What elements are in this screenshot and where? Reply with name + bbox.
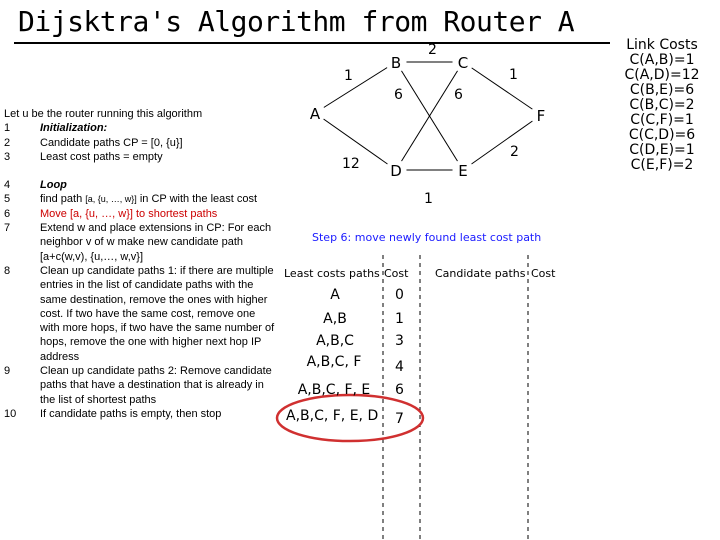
algorithm-line — [4, 178, 276, 192]
node-label: F — [536, 107, 546, 125]
node-label: A — [309, 105, 321, 123]
least-cost-cell: 3 — [395, 333, 404, 349]
node-label: D — [390, 162, 402, 180]
node-a — [305, 103, 325, 123]
link-cost-item: C(C,D)=6 — [628, 127, 696, 143]
least-path-cell: A,B — [323, 311, 347, 327]
page-title: Dijsktra's Algorithm from Router A — [18, 5, 575, 38]
line-number: 7 — [4, 222, 11, 235]
node-label: B — [390, 54, 402, 72]
link-cost-item: C(A,D)=12 — [624, 67, 700, 83]
edge-e-f — [463, 115, 541, 170]
least-cost-cell: 4 — [395, 359, 404, 375]
candidate-paths-header: Candidate paths — [435, 267, 526, 280]
node-label: C — [457, 54, 469, 72]
line-number: 4 — [4, 179, 11, 192]
step-label: Step 6: move newly found least cost path — [312, 231, 542, 244]
node-c — [453, 52, 473, 72]
line-number: 3 — [4, 150, 11, 163]
edge-a-b — [315, 62, 396, 113]
line-text-part: in CP with the least cost — [136, 193, 258, 206]
algorithm-pseudocode — [4, 107, 276, 421]
link-cost-item: C(B,C)=2 — [629, 97, 695, 113]
link-cost-item: C(A,B)=1 — [629, 52, 695, 68]
least-path-cell: A,B,C — [316, 333, 354, 349]
algorithm-line — [4, 364, 276, 407]
edge-label-c-d: 6 — [454, 87, 463, 103]
algorithm-line — [4, 407, 276, 421]
least-path-cell: A,B,C, F, E, D — [286, 408, 379, 424]
node-f — [531, 105, 551, 125]
algorithm-line — [4, 136, 276, 150]
least-cost-cell: 6 — [395, 382, 404, 398]
algorithm-line — [4, 150, 276, 164]
line-number: 2 — [4, 136, 11, 149]
algorithm-line-text-highlighted: Move [a, {u, …, w}] to shortest paths — [40, 207, 218, 220]
algorithm-line-text: Loop — [40, 179, 67, 192]
least-path-cell: A,B,C, F, E — [297, 382, 371, 398]
least-path-cell: A,B,C, F — [306, 354, 362, 370]
algorithm-line — [4, 121, 276, 135]
edge-label-a-d: 12 — [342, 156, 360, 172]
line-number: 10 — [4, 407, 17, 420]
edge-c-f — [463, 62, 541, 115]
line-number: 9 — [4, 365, 11, 378]
edge-label-d-e: 1 — [424, 191, 433, 207]
link-cost-item: C(D,E)=1 — [629, 142, 695, 158]
node-e — [453, 160, 473, 180]
algorithm-line — [4, 107, 276, 121]
algorithm-line-text: Extend w and place extensions in CP: For each neighbor v of w make new candidate path [a+c(w,v), {u,…, w,v}] — [40, 222, 272, 263]
least-cost-paths-header: Least costs paths — [284, 267, 380, 280]
line-number: 6 — [4, 207, 11, 220]
line-number: 5 — [4, 193, 11, 206]
least-cost-cell: 0 — [395, 287, 404, 303]
line-text-part: [a, {u, …, w}] — [85, 194, 137, 205]
algorithm-line-text: Initialization: — [40, 122, 108, 135]
algorithm-line-text: Least cost paths = empty — [40, 150, 163, 163]
algorithm-line — [4, 207, 276, 221]
algorithm-line-text — [32, 192, 276, 206]
candidate-cost-header: Cost — [531, 267, 556, 280]
algorithm-line-text: Candidate paths CP = [0, {u}] — [40, 136, 183, 149]
algorithm-line-text: If candidate paths is empty, then stop — [40, 407, 222, 420]
algorithm-line-text: Clean up candidate paths 2: Remove candidate paths that have a destination that is already in the list of shortest paths — [40, 365, 272, 406]
link-cost-item: C(E,F)=2 — [630, 157, 694, 173]
algorithm-line — [4, 221, 276, 264]
edge-label-c-f: 1 — [509, 67, 518, 83]
link-cost-item: C(B,E)=6 — [629, 82, 695, 98]
algorithm-line-text: Clean up candidate paths 1: if there are multiple entries in the list of candidate paths with the same destination, remove the ones with higher cost. If two have the same cost, remove one with more hops, if two have the same number of hops, remove the one with higher next hop IP address — [40, 264, 275, 363]
line-text-part: find path — [40, 193, 86, 206]
algorithm-line — [4, 264, 276, 364]
algorithm-line-text: Let u be the router running this algorithm — [4, 108, 203, 120]
line-number: 1 — [4, 122, 11, 135]
least-cost-cell: 7 — [395, 411, 404, 427]
edge-label-e-f: 2 — [510, 144, 519, 160]
edge-label-b-c: 2 — [428, 42, 437, 58]
link-costs-heading: Link Costs — [626, 37, 698, 53]
node-label: E — [458, 162, 468, 180]
edge-label-a-b: 1 — [344, 68, 353, 84]
least-cost-header: Cost — [384, 267, 409, 280]
line-number: 8 — [4, 264, 11, 277]
link-cost-item: C(C,F)=1 — [630, 112, 694, 128]
algorithm-line — [4, 192, 276, 206]
edge-label-b-e: 6 — [394, 87, 403, 103]
least-path-cell: A — [330, 287, 340, 303]
node-b — [386, 52, 406, 72]
node-d — [386, 160, 406, 180]
least-cost-cell: 1 — [395, 311, 404, 327]
